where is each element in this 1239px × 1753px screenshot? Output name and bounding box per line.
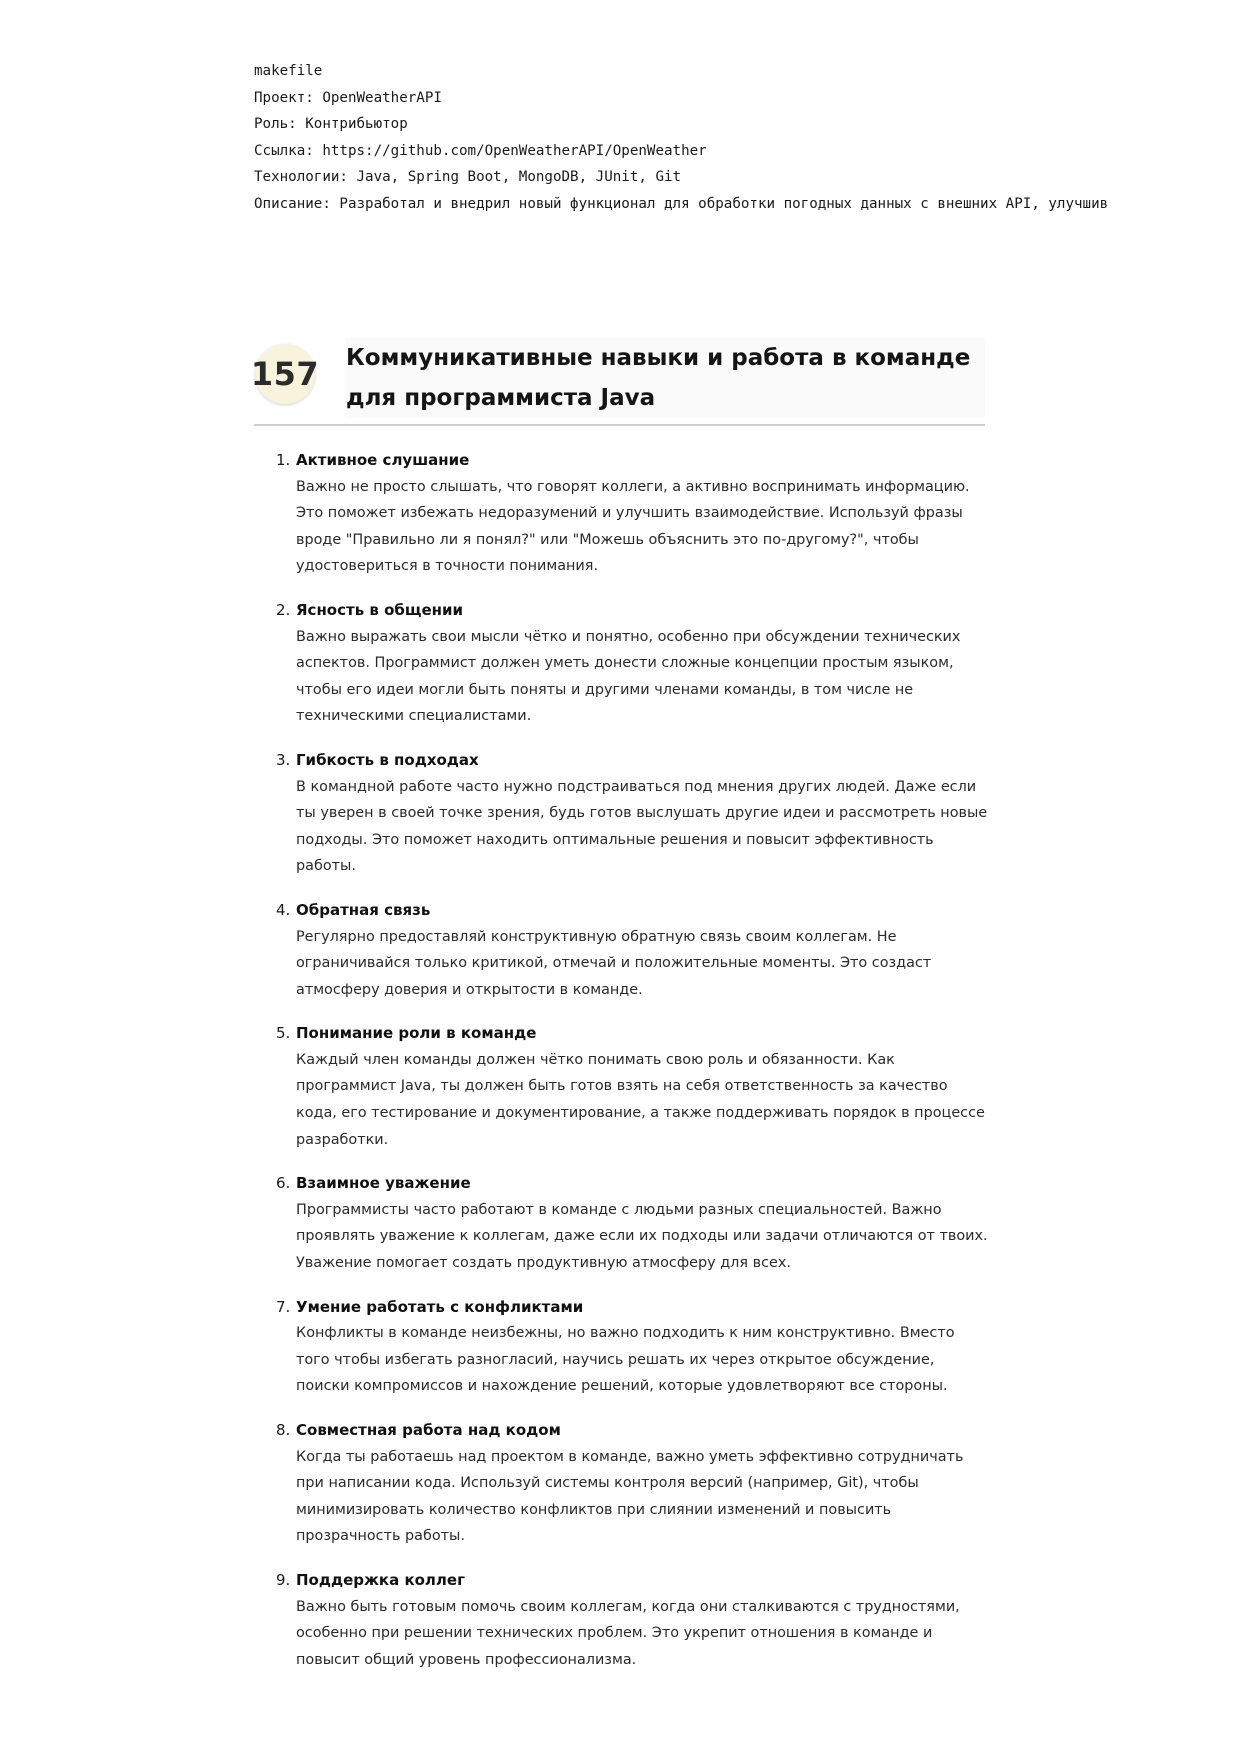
item-title: Взаимное уважение [296,1174,471,1193]
item-text: Программисты часто работают в команде с людьми разных специальностей. Важно проявлять уважение к коллегам, даже если их подходы или задачи отличаются от твоих. Уважение помогает создать продуктивную атмосферу для всех. [296,1201,988,1272]
item-text: В командной работе часто нужно подстраиваться под мнения других людей. Даже если ты уверен в своей точке зрения, будь готов выслушать другие идеи и рассмотреть новые подходы. Это поможет находить оптимальные решения и повысит эффективность работы. [296,778,988,875]
code-line: Проект: OpenWeatherAPI [254,89,442,106]
item-text: Важно не просто слышать, что говорят коллеги, а активно воспринимать информацию. Это поможет избежать недоразумений и улучшить взаимодействие. Используй фразы вроде "Правильно ли я понял?" или "Можешь объяснить это по-другому?", чтобы удостовериться в точности понимания. [296,478,970,575]
item-number: 8. [276,1421,291,1439]
item-title: Гибкость в подходах [296,750,479,769]
item-text: Важно выражать свои мысли чётко и понятно, особенно при обсуждении технических аспектов. Программист должен уметь донести сложные концепции простым языком, чтобы его идеи могли быть поняты и другими членами команды, в том числе не техническими специалистами. [296,628,961,725]
list-item [254,447,989,580]
item-number: 3. [276,750,291,769]
item-text: Конфликты в команде неизбежны, но важно подходить к ним конструктивно. Вместо того чтобы избегать разногласий, научись решать их через открытое обсуждение, поиски компромиссов и нахождение решений, которые удовлетворяют все стороны. [296,1325,955,1395]
section-header [250,334,985,426]
item-number: 1. [276,451,291,469]
item-title: Ясность в общении [296,600,464,619]
list-item [254,1170,989,1276]
code-line: Роль: Контрибьютор [254,116,408,133]
item-number: 5. [276,1024,291,1043]
code-line: Ссылка: https://github.com/OpenWeatherAPI/OpenWeather [254,142,707,159]
item-number: 6. [276,1174,291,1193]
item-number: 2. [276,600,291,619]
code-line: Технологии: Java, Spring Boot, MongoDB, JUnit, Git [254,169,682,186]
item-title: Активное слушание [296,451,470,469]
item-text: Регулярно предоставляй конструктивную обратную связь своим коллегам. Не ограничивайся только критикой, отмечай и положительные моменты. Это создаст атмосферу доверия и открытости в команде. [296,928,932,998]
item-title: Обратная связь [296,900,431,919]
list-item [254,1417,989,1550]
item-number: 4. [276,900,291,919]
code-line: makefile [254,63,323,79]
item-text: Когда ты работаешь над проектом в команде, важно уметь эффективно сотрудничать при написании кода. Используй системы контроля версий (например, Git), чтобы минимизировать количество конфликтов при слиянии изменений и повысить прозрачность работы. [296,1448,964,1545]
section-title: Коммуникативные навыки и работа в команде для программиста Java [346,338,985,418]
item-title: Понимание роли в команде [296,1024,537,1043]
code-block [254,58,1239,218]
list-item [254,747,989,880]
item-number: 9. [276,1570,291,1589]
list-item [254,1020,989,1153]
item-text: Важно быть готовым помочь своим коллегам, когда они сталкиваются с трудностями, особенно при решении технических проблем. Это укрепит отношения в команде и повысит общий уровень профессионализма. [296,1598,960,1668]
item-number: 7. [276,1297,291,1316]
list-item [254,597,989,730]
item-title: Поддержка коллег [296,1570,465,1589]
item-title: Совместная работа над кодом [296,1421,561,1439]
item-text: Каждый член команды должен чётко понимать свою роль и обязанности. Как программист Java, ты должен быть готов взять на себя ответственность за качество кода, его тестирование и документирование, а также поддерживать порядок в процессе разработки. [296,1051,985,1148]
list-item [254,1567,989,1673]
code-line: Описание: Разработал и внедрил новый функционал для обработки погодных данных с внешних API, улучшив [254,195,1109,212]
list-item [254,897,989,1003]
skills-list [254,447,989,1690]
section-number-badge: 157 [255,344,315,404]
item-title: Умение работать с конфликтами [296,1297,584,1316]
list-item [254,1294,989,1400]
